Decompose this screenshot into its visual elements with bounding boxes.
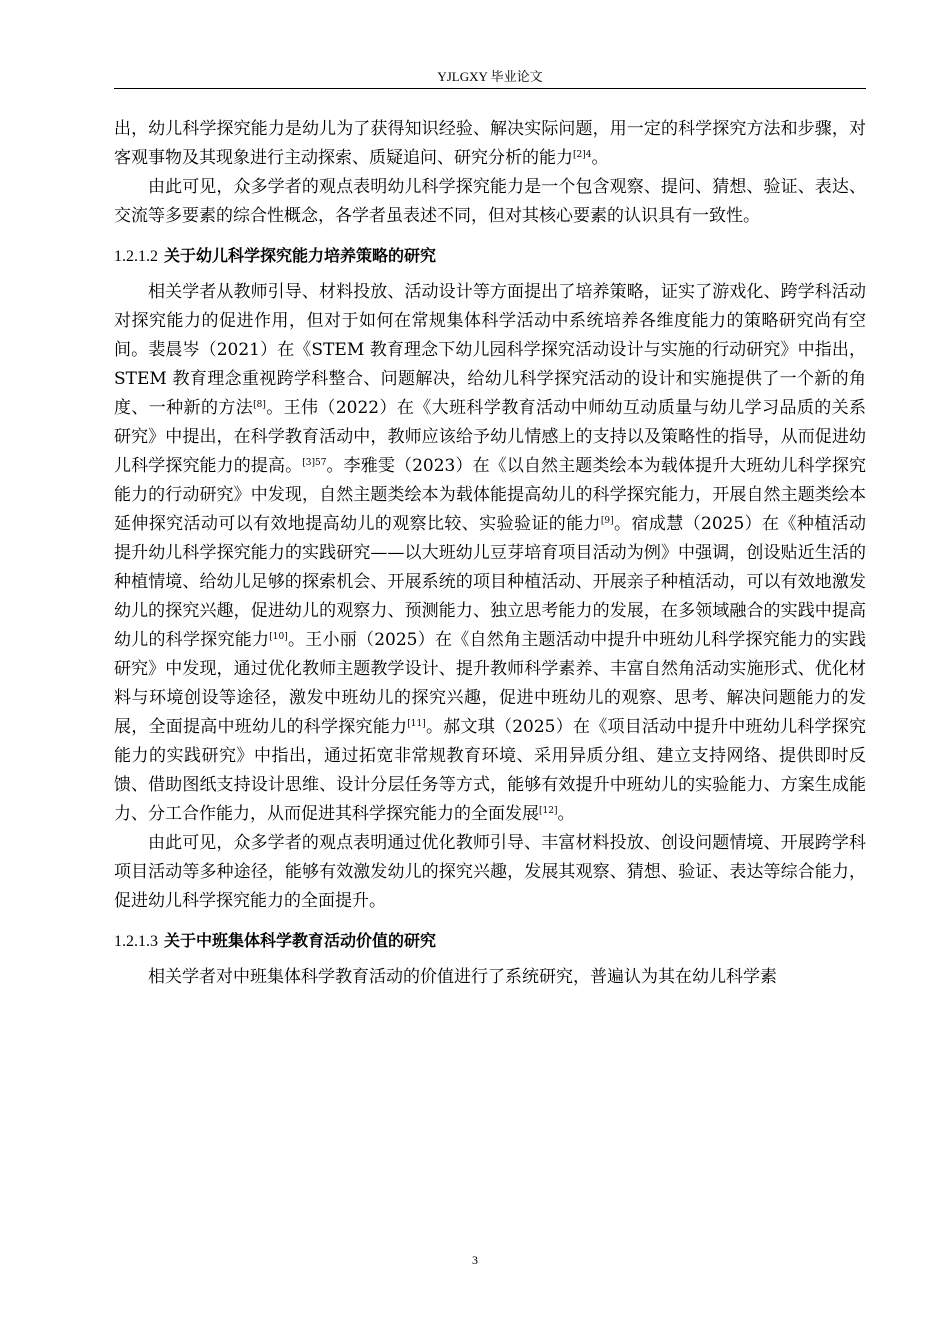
paragraph-text: 。王小丽（2025）在《自然角主题活动中提升中班幼儿科学探究能力的实践研究》中发现，通过优化教师主题教学设计、提升教师科学素养、丰富自然角活动实施形式、优化材料与环境创设等途径，激发中班幼儿的探究兴趣，促进中班幼儿的观察、思考、解决问题能力的发展，全面提高中班幼儿的科学探究能力	[114, 630, 866, 737]
paragraph-text: 相关学者从教师引导、材料投放、活动设计等方面提出了培养策略，证实了游戏化、跨学科活动对探究能力的促进作用，但对于如何在常规集体科学活动中系统培养各维度能力的策略研究尚有空间。裴晨岑（2021）在《STEM 教育理念下幼儿园科学探究活动设计与实施的行动研究》中指出，STEM 教育理念重视跨学科整合、问题解决，给幼儿科学探究活动的设计和实施提供了一个新的角度、一种新的方法	[114, 282, 866, 418]
paragraph: 由此可见，众多学者的观点表明通过优化教师引导、丰富材料投放、创设问题情境、开展跨学科项目活动等多种途径，能够有效激发幼儿的探究兴趣，发展其观察、猜想、验证、表达等综合能力，促进幼儿科学探究能力的全面提升。	[114, 833, 866, 911]
citation: [2]4	[573, 150, 592, 160]
page-number: 3	[472, 1253, 478, 1267]
paragraph-text: 出，幼儿科学探究能力是幼儿为了获得知识经验、解决实际问题，用一定的科学探究方法和步骤，对客观事物及其现象进行主动探索、质疑追问、研究分析的能力	[114, 119, 866, 168]
section-title: 关于幼儿科学探究能力培养策略的研究	[164, 246, 437, 265]
paragraph	[114, 278, 866, 829]
header-divider	[114, 88, 866, 89]
section-title: 关于中班集体科学教育活动价值的研究	[164, 931, 437, 950]
section-heading	[114, 930, 866, 953]
section-number: 1.2.1.2	[114, 248, 158, 265]
paragraph: 由此可见，众多学者的观点表明幼儿科学探究能力是一个包含观察、提问、猜想、验证、表达、交流等多要素的综合性概念，各学者虽表述不同，但对其核心要素的认识具有一致性。	[114, 177, 866, 226]
paragraph-text: 。宿成慧（2025）在《种植活动提升幼儿科学探究能力的实践研究——以大班幼儿豆芽培育项目活动为例》中强调，创设贴近生活的种植情境、给幼儿足够的探索机会、开展系统的项目种植活动、开展亲子种植活动，可以有效地激发幼儿的探究兴趣，促进幼儿的观察力、预测能力、独立思考能力的发展，在多领域融合的实践中提高幼儿的科学探究能力	[114, 514, 867, 650]
paragraph	[114, 115, 866, 173]
section-number: 1.2.1.3	[114, 933, 158, 950]
citation: [3]57	[302, 458, 327, 468]
paragraph: 相关学者对中班集体科学教育活动的价值进行了系统研究，普遍认为其在幼儿科学素	[148, 967, 777, 987]
paragraph-text: 。郝文琪（2025）在《项目活动中提升中班幼儿科学探究能力的实践研究》中指出，通过拓宽非常规教育环境、采用异质分组、建立支持网络、提供即时反馈、借助图纸支持设计思维、设计分层任务等方式，能够有效提升中班幼儿的实验能力、方案生成能力、分工合作能力，从而促进其科学探究能力的全面发展	[114, 717, 866, 824]
citation: [10]	[269, 632, 288, 642]
section-heading	[114, 245, 866, 268]
paragraph-text: 。	[591, 148, 609, 168]
paragraph-text: 。王伟（2022）在《大班科学教育活动中师幼互动质量与幼儿学习品质的关系研究》中提出，在科学教育活动中，教师应该给予幼儿情感上的支持以及策略性的指导，从而促进幼儿科学探究能力的提高。	[114, 398, 867, 476]
citation: [9]	[600, 516, 614, 526]
citation: [12]	[539, 806, 558, 816]
citation: [8]	[253, 400, 266, 410]
paragraph-text: 。	[557, 804, 575, 824]
running-header: YJLGXY 毕业论文	[437, 69, 543, 84]
paragraph-text: 。李雅雯（2023）在《以自然主题类绘本为载体提升大班幼儿科学探究能力的行动研究》中发现，自然主题类绘本为载体能提高幼儿的科学探究能力，开展自然主题类绘本延伸探究活动可以有效地提高幼儿的观察比较、实验验证的能力	[114, 456, 866, 534]
citation: [11]	[407, 719, 426, 729]
document-body	[114, 115, 866, 992]
